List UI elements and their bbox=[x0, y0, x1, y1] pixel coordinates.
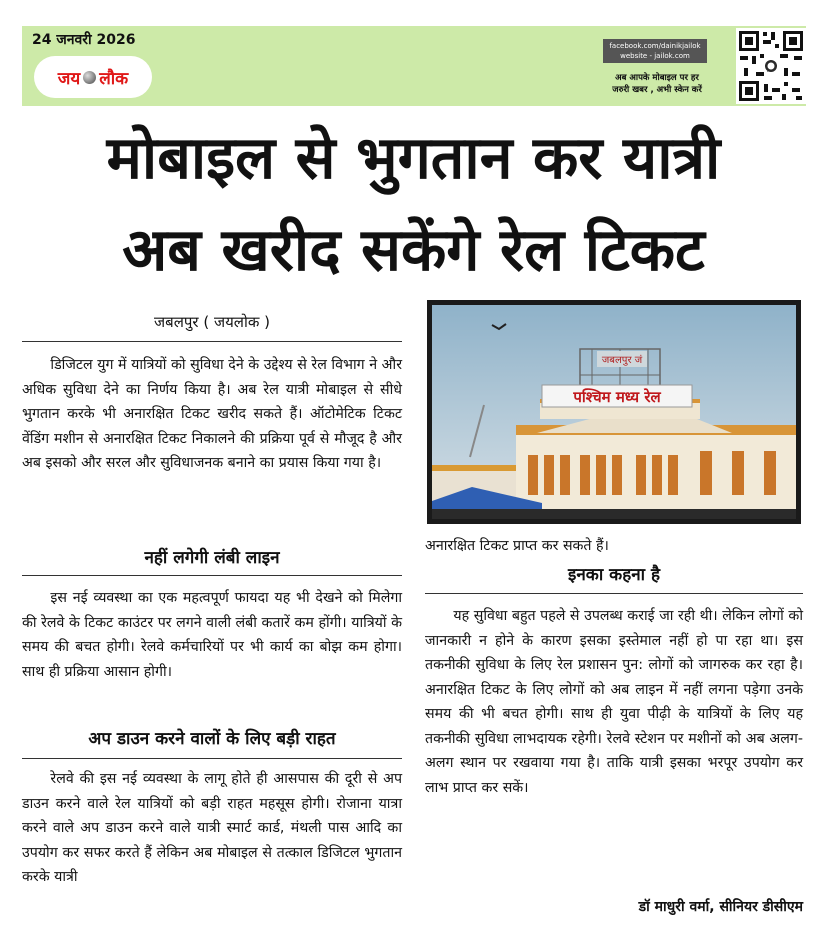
headline-line-1: मोबाइल से भुगतान कर यात्री bbox=[106, 123, 721, 192]
divider bbox=[22, 341, 402, 342]
article-body-4 bbox=[425, 604, 803, 800]
divider bbox=[425, 593, 803, 594]
paragraph: डिजिटल युग में यात्रियों को सुविधा देने के उद्देश्य से रेल विभाग ने और अधिक सुविधा देने का निर्णय किया है। अब रेल यात्री मोबाइल से सीधे भुगतान करके भी अनारक्षित टिकट खरीद सकते हैं। ऑटोमेटिक टिकट वेंडिंग मशीन से अनारक्षित टिकट निकालने की प्रक्रिया पूर्व से मौजूद है और अब इसको और सरल और सुविधाजनक बनाने का प्रयास किया गया है। bbox=[22, 357, 402, 471]
qr-code-icon[interactable] bbox=[736, 28, 806, 104]
article-body-2 bbox=[22, 586, 402, 684]
website-link[interactable]: website - jailok.com bbox=[620, 52, 690, 60]
paragraph: यह सुविधा बहुत पहले से उपलब्ध कराई जा रही थी। लेकिन लोगों को जानकारी न होने के कारण इसका इस्तेमाल नहीं हो पा रहा था। इस तकनीकी सुविधा के लिए रेल प्रशासन पुन: लोगों को जागरुक कर रहा है। अनारक्षित टिकट के लिए लोगों को अब लाइन में नहीं लगना पड़ेगा उनके समय की भी बचत होगी। साथ ही युवा पीढ़ी के यात्रियों के लिए यह तकनीकी सुविधा लाभदायक रहेगी। रेलवे स्टेशन पर मशीनों को अब अलग-अलग स्थान पर रखवाया गया है। ताकि यात्री इसका भरपूर उपयोग कर लाभ प्राप्त कर सकें। bbox=[425, 608, 803, 796]
subheading-1: नहीं लगेगी लंबी लाइन bbox=[144, 548, 280, 568]
social-links bbox=[603, 39, 707, 63]
article-body-1 bbox=[22, 353, 402, 476]
byline: डॉ माधुरी वर्मा, सीनियर डीसीएम bbox=[638, 899, 803, 915]
station-sign-top: जबलपुर जं bbox=[601, 355, 643, 366]
paragraph: इस नई व्यवस्था का एक महत्वपूर्ण फायदा यह भी देखने को मिलेगा की रेलवे के टिकट काउंटर पर लगने वाली लंबी कतारें कम होंगी। यात्रियों के समय की बचत होगी। रेलवे कर्मचारियों पर भी कार्य का बोझ कम होगा। साथ ही प्रक्रिया आसान होगी। bbox=[22, 590, 402, 680]
divider bbox=[22, 575, 402, 576]
scan-line-2: जरुरी खबर , अभी स्केन करें bbox=[612, 85, 702, 95]
article-body-3 bbox=[22, 767, 402, 890]
station-sign-main: पश्चिम मध्य रेल bbox=[573, 388, 661, 406]
issue-date: 24 जनवरी 2026 bbox=[32, 32, 136, 48]
subheading-3: इनका कहना है bbox=[567, 565, 661, 585]
scan-prompt bbox=[594, 72, 720, 96]
paragraph: रेलवे की इस नई व्यवस्था के लागू होते ही आसपास की दूरी से अप डाउन करने वाले रेल यात्रियों को बड़ी राहत महसूस होगी। रोजाना यात्रा करने वाले अप डाउन करने वाले यात्री स्मार्ट कार्ड, मंथली पास आदि का उपयोग कर सफर करते हैं लेकिन अब मोबाइल से तत्काल डिजिटल भुगतान करके यात्री bbox=[22, 771, 402, 885]
station-photo bbox=[427, 300, 801, 524]
dateline-text: जबलपुर ( जयलोक ) bbox=[154, 313, 270, 331]
logo-text-right: लौक bbox=[99, 68, 129, 89]
masthead bbox=[22, 26, 806, 106]
divider bbox=[22, 758, 402, 759]
subheading-2: अप डाउन करने वालों के लिए बड़ी राहत bbox=[88, 729, 336, 749]
continuation-text: अनारक्षित टिकट प्राप्त कर सकते हैं। bbox=[425, 538, 609, 554]
logo-text-left: जय bbox=[57, 68, 81, 89]
headline-line-2: अब खरीद सकेंगे रेल टिकट bbox=[122, 215, 705, 284]
dateline bbox=[22, 308, 402, 336]
facebook-link[interactable]: facebook.com/dainikjailok bbox=[609, 42, 701, 50]
jailok-logo[interactable] bbox=[34, 56, 152, 98]
headline bbox=[0, 112, 827, 296]
globe-icon bbox=[83, 71, 96, 84]
scan-line-1: अब आपके मोबाइल पर हर bbox=[615, 73, 699, 83]
